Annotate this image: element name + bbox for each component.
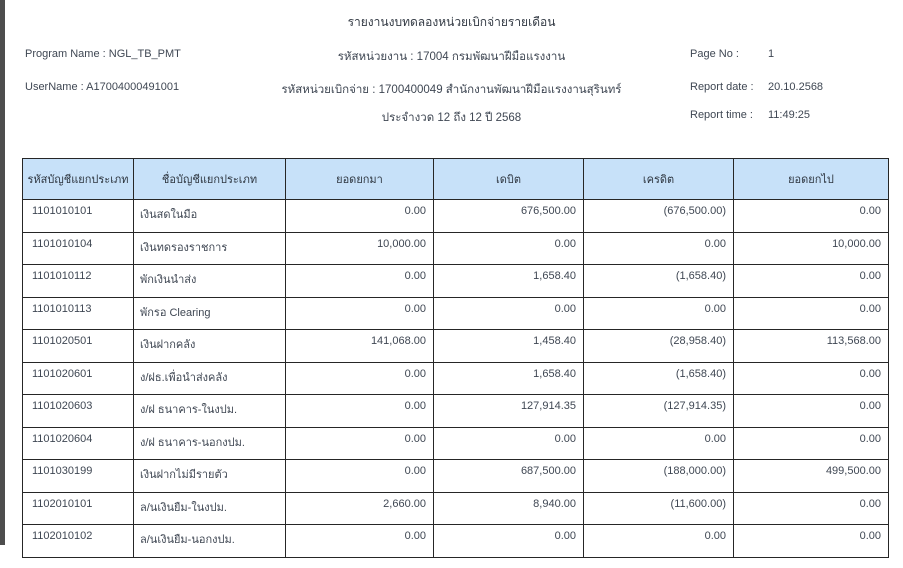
balance-forward: 0.00 xyxy=(286,362,434,395)
account-code: 1102010101 xyxy=(23,492,134,525)
table-row xyxy=(23,362,889,395)
meta-row-2 xyxy=(0,81,903,97)
balance-carried: 499,500.00 xyxy=(734,460,889,493)
table-row xyxy=(23,330,889,363)
column-header-account-name: ชื่อบัญชีแยกประเภท xyxy=(134,159,286,200)
column-header-credit: เครดิต xyxy=(584,159,734,200)
credit: (11,600.00) xyxy=(584,492,734,525)
page-no-value: 1 xyxy=(768,48,775,60)
debit: 0.00 xyxy=(434,297,584,330)
credit: 0.00 xyxy=(584,232,734,265)
account-name: ง/ฝธ.เพื่อนำส่งคลัง xyxy=(134,362,286,395)
table-row xyxy=(23,460,889,493)
column-header-balance-forward: ยอดยกมา xyxy=(286,159,434,200)
balance-carried: 0.00 xyxy=(734,200,889,233)
debit: 676,500.00 xyxy=(434,200,584,233)
balance-carried: 0.00 xyxy=(734,395,889,428)
account-name: พักรอ Clearing xyxy=(134,297,286,330)
credit: 0.00 xyxy=(584,427,734,460)
balance-forward: 0.00 xyxy=(286,297,434,330)
account-name: เงินสดในมือ xyxy=(134,200,286,233)
account-name: เงินฝากคลัง xyxy=(134,330,286,363)
debit: 0.00 xyxy=(434,525,584,558)
report-period: ประจำงวด 12 ถึง 12 ปี 2568 xyxy=(381,112,522,124)
balance-forward: 0.00 xyxy=(286,525,434,558)
table-row xyxy=(23,232,889,265)
agency-code: รหัสหน่วยงาน : 17004 กรมพัฒนาฝีมือแรงงาน xyxy=(337,51,566,63)
balance-carried: 0.00 xyxy=(734,492,889,525)
account-code: 1101010101 xyxy=(23,200,134,233)
account-name: ง/ฝ ธนาคาร-ในงปม. xyxy=(134,395,286,428)
credit: (188,000.00) xyxy=(584,460,734,493)
page-no-label: Page No : xyxy=(690,48,739,60)
credit: (1,658.40) xyxy=(584,362,734,395)
account-code: 1101020603 xyxy=(23,395,134,428)
program-name: Program Name : NGL_TB_PMT xyxy=(25,48,181,60)
credit: 0.00 xyxy=(584,525,734,558)
balance-forward: 0.00 xyxy=(286,395,434,428)
column-header-account-code: รหัสบัญชีแยกประเภท xyxy=(23,159,134,200)
balance-carried: 10,000.00 xyxy=(734,232,889,265)
balance-carried: 0.00 xyxy=(734,265,889,298)
report-title: รายงานงบทดลองหน่วยเบิกจ่ายรายเดือน xyxy=(347,15,556,29)
debit: 8,940.00 xyxy=(434,492,584,525)
credit: (127,914.35) xyxy=(584,395,734,428)
debit: 0.00 xyxy=(434,427,584,460)
table-header-row xyxy=(23,159,889,200)
balance-carried: 0.00 xyxy=(734,525,889,558)
balance-carried: 0.00 xyxy=(734,297,889,330)
table-row xyxy=(23,297,889,330)
balance-carried: 0.00 xyxy=(734,427,889,460)
credit: (676,500.00) xyxy=(584,200,734,233)
debit: 687,500.00 xyxy=(434,460,584,493)
account-code: 1101030199 xyxy=(23,460,134,493)
account-code: 1101010113 xyxy=(23,297,134,330)
report-date-label: Report date : xyxy=(690,81,754,93)
table-row xyxy=(23,265,889,298)
account-name: เงินทดรองราชการ xyxy=(134,232,286,265)
table-row xyxy=(23,525,889,558)
account-code: 1101020601 xyxy=(23,362,134,395)
column-header-balance-carried: ยอดยกไป xyxy=(734,159,889,200)
balance-forward: 0.00 xyxy=(286,460,434,493)
credit: 0.00 xyxy=(584,297,734,330)
account-name: เงินฝากไม่มีรายตัว xyxy=(134,460,286,493)
disbursement-unit: รหัสหน่วยเบิกจ่าย : 1700400049 สำนักงานพัฒนาฝีมือแรงงานสุรินทร์ xyxy=(281,84,622,96)
balance-forward: 0.00 xyxy=(286,265,434,298)
account-name: ง/ฝ ธนาคาร-นอกงปม. xyxy=(134,427,286,460)
table-row xyxy=(23,492,889,525)
balance-forward: 10,000.00 xyxy=(286,232,434,265)
table-row xyxy=(23,427,889,460)
account-code: 1101020501 xyxy=(23,330,134,363)
account-name: ล/นเงินยืม-ในงปม. xyxy=(134,492,286,525)
report-time-value: 11:49:25 xyxy=(768,109,811,121)
credit: (1,658.40) xyxy=(584,265,734,298)
balance-carried: 0.00 xyxy=(734,362,889,395)
debit: 1,458.40 xyxy=(434,330,584,363)
trial-balance-table xyxy=(22,158,889,558)
username: UserName : A17004000491001 xyxy=(25,81,180,93)
account-code: 1102010102 xyxy=(23,525,134,558)
table-row xyxy=(23,200,889,233)
balance-carried: 113,568.00 xyxy=(734,330,889,363)
balance-forward: 0.00 xyxy=(286,200,434,233)
report-time-label: Report time : xyxy=(690,109,753,121)
meta-row-3 xyxy=(0,109,903,125)
table-row xyxy=(23,395,889,428)
account-code: 1101010112 xyxy=(23,265,134,298)
debit: 1,658.40 xyxy=(434,265,584,298)
credit: (28,958.40) xyxy=(584,330,734,363)
balance-forward: 2,660.00 xyxy=(286,492,434,525)
account-name: ล/นเงินยืม-นอกงปม. xyxy=(134,525,286,558)
report-date-value: 20.10.2568 xyxy=(768,81,824,93)
account-code: 1101020604 xyxy=(23,427,134,460)
debit: 0.00 xyxy=(434,232,584,265)
column-header-debit: เดบิต xyxy=(434,159,584,200)
balance-forward: 141,068.00 xyxy=(286,330,434,363)
account-name: พักเงินนำส่ง xyxy=(134,265,286,298)
account-code: 1101010104 xyxy=(23,232,134,265)
debit: 1,658.40 xyxy=(434,362,584,395)
meta-row-1 xyxy=(0,48,903,64)
balance-forward: 0.00 xyxy=(286,427,434,460)
debit: 127,914.35 xyxy=(434,395,584,428)
